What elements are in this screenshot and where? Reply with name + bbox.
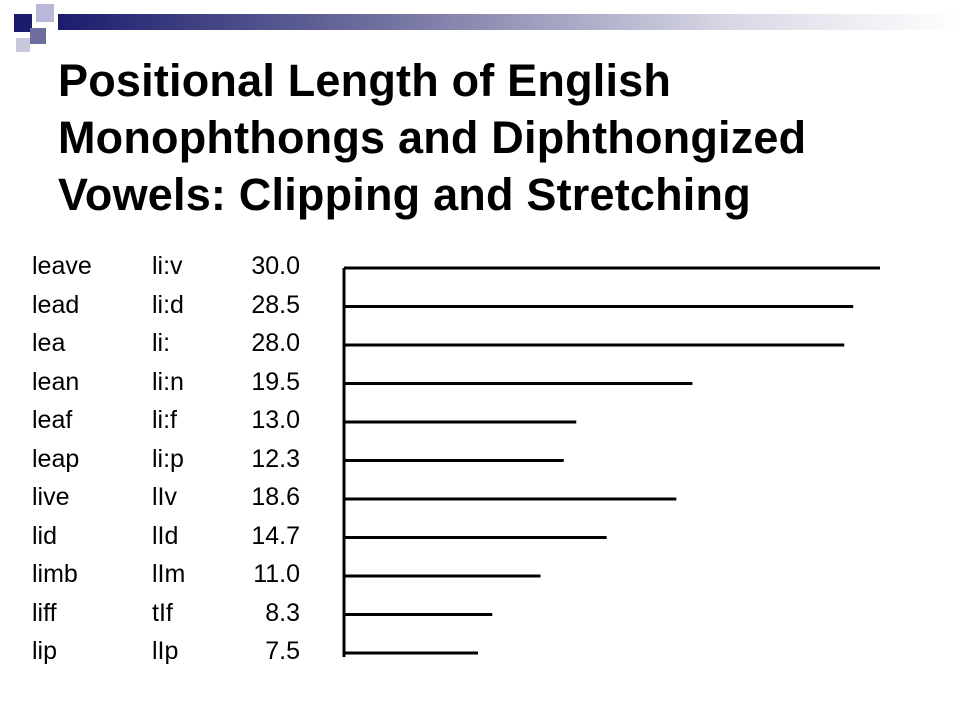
category-label: leave (32, 252, 92, 280)
category-label: lip (32, 637, 58, 665)
category-label: liff (32, 598, 57, 627)
category-label: leaf (32, 406, 73, 434)
category-label: leap (32, 444, 80, 473)
value-label: 28.0 (251, 329, 300, 357)
value-label: 18.6 (251, 483, 300, 511)
transcription-label: li:v (152, 252, 183, 280)
value-label: 7.5 (265, 637, 300, 665)
value-label: 19.5 (251, 367, 300, 396)
transcription-label: li:f (152, 406, 177, 434)
category-label: limb (32, 560, 78, 588)
transcription-label: li:d (152, 290, 184, 319)
category-label: lea (32, 329, 66, 357)
transcription-label: li:p (152, 444, 184, 473)
category-label: live (32, 483, 70, 511)
category-label: lead (32, 290, 80, 319)
slide-title: Positional Length of English Monophthongs and Diphthongized Vowels: Clipping and Stretching (58, 55, 807, 220)
transcription-label: lIm (152, 560, 186, 588)
value-label: 12.3 (251, 444, 300, 473)
transcription-label: tIf (152, 598, 173, 627)
transcription-label: li: (152, 329, 171, 357)
transcription-label: lIv (152, 483, 177, 511)
value-label: 14.7 (251, 521, 300, 550)
value-label: 13.0 (251, 406, 300, 434)
value-label: 30.0 (251, 252, 300, 280)
transcription-label: lIp (152, 637, 179, 665)
value-label: 28.5 (251, 290, 300, 319)
value-label: 11.0 (253, 560, 300, 588)
value-label: 8.3 (265, 598, 300, 627)
transcription-label: lId (152, 521, 179, 550)
transcription-label: li:n (152, 367, 184, 396)
category-label: lean (32, 367, 80, 396)
category-label: lid (32, 521, 58, 550)
